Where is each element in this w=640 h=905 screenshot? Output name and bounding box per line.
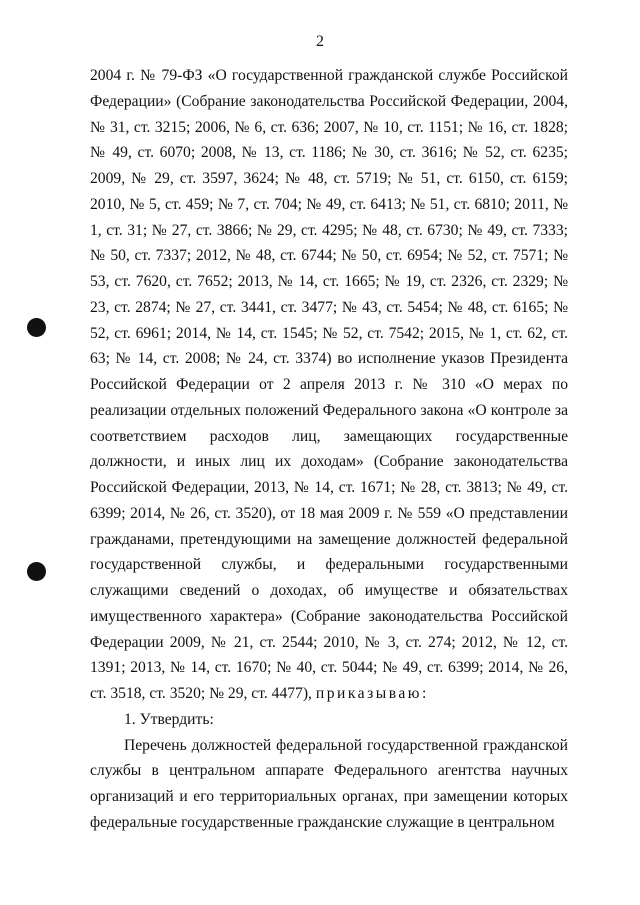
- order-word: приказываю:: [315, 685, 429, 702]
- list-paragraph: Перечень должностей федеральной государственной гражданской службы в центральном аппарате Федерального агентства научных организаций и его территориальных органах, при замещении которых федеральные государственные гражданские служащие в центральном: [90, 736, 568, 831]
- binder-hole-icon: [27, 562, 46, 581]
- page-number: 2: [316, 33, 324, 50]
- item-1-heading: 1. Утвердить:: [124, 710, 214, 728]
- main-paragraph-text: 2004 г. № 79-ФЗ «О государственной гражданской службе Российской Федерации» (Собрание законодательства Российской Федерации, 2004, № 31, ст. 3215; 2006, № 6, ст. 636; 2007, № 10, ст. 1151; № 16, ст. 1828; № 49, ст. 6070; 2008, № 13, ст. 1186; № 30, ст. 3616; № 52, ст. 6235; 2009, № 29, ст. 3597, 3624; № 48, ст. 5719; № 51, ст. 6150, ст. 6159; 2010, № 5, ст. 459; № 7, ст. 704; № 49, ст. 6413; № 51, ст. 6810; 2011, № 1, ст. 31; № 27, ст. 3866; № 29, ст. 4295; № 48, ст. 6730; № 49, ст. 7333; № 50, ст. 7337; 2012, № 48, ст. 6744; № 50, ст. 6954; № 52, ст. 7571; № 53, ст. 7620, ст. 7652; 2013, № 14, ст. 1665; № 19, ст. 2326, ст. 2329; № 23, ст. 2874; № 27, ст. 3441, ст. 3477; № 43, ст. 5454; № 48, ст. 6165; № 52, ст. 6961; 2014, № 14, ст. 1545; № 52, ст. 7542; 2015, № 1, ст. 62, ст. 63; № 14, ст. 2008; № 24, ст. 3374) во исполнение указов Президента Российской Федерации от 2 апреля 2013 г. № 310 «О мерах по реализации отдельных положений Федерального закона «О контроле за соответствием расходов лиц, замещающих государственные должности, и иных лиц их доходам» (Собрание законодательства Российской Федерации, 2013, № 14, ст. 1671; № 28, ст. 3813; № 49, ст. 6399; 2014, № 26, ст. 3520), от 18 мая 2009 г. № 559 «О представлении гражданами, претендующими на замещение должностей федеральной государственной службы, и федеральными государственными служащими сведений о доходах, об имуществе и обязательствах имущественного характера» (Собрание законодательства Российской Федерации 2009, № 21, ст. 2544; 2010, № 3, ст. 274; 2012, № 12, ст. 1391; 2013, № 14, ст. 1670; № 40, ст. 5044; № 49, ст. 6399; 2014, № 26, ст. 3518, ст. 3520; № 29, ст. 4477),: [90, 67, 568, 702]
- binder-hole-icon: [27, 318, 46, 337]
- main-paragraph: [90, 63, 568, 707]
- document-body: [90, 63, 568, 836]
